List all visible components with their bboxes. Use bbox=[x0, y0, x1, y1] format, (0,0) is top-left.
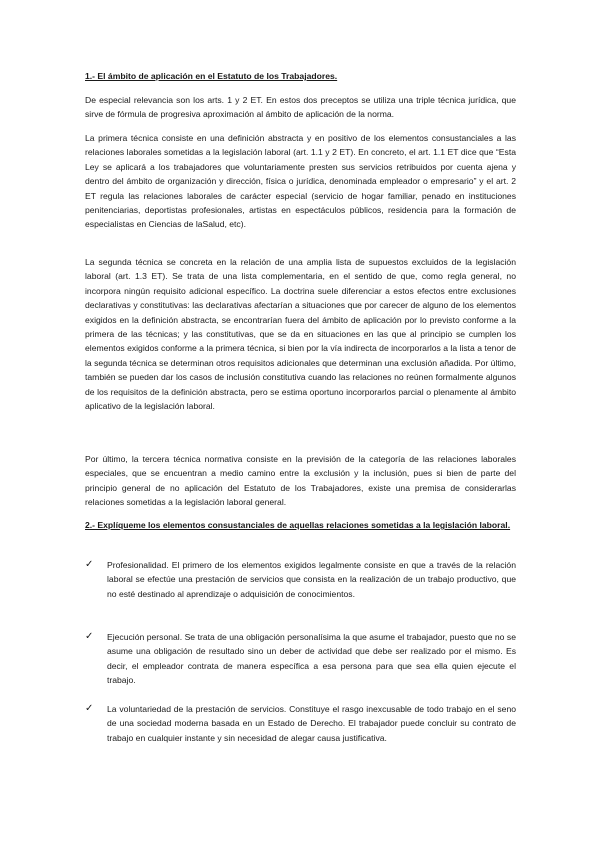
list-item-voluntariedad bbox=[85, 702, 516, 745]
section1-paragraph-2: La primera técnica consiste en una definición abstracta y en positivo de los elementos consustanciales a las relaciones laborales sometidas a la legislación laboral (art. 1.1 y 2 ET). En concreto, el art. 1.1 ET dice que “Esta Ley se aplicará a los trabajadores que voluntariamente presten sus servicios retribuidos por cuenta ajena y dentro del ámbito de organización y dirección, física o jurídica, denominada empleador o empresario” y el art. 2 ET regula las relaciones laborales de carácter especial (servicio de hogar familiar, penado en instituciones penitenciarias, deportistas profesionales, artistas en espectáculos públicos, residencia para la formación de especialistas en Ciencias de laSalud, etc). bbox=[85, 133, 516, 230]
section1-heading: 1.- El ámbito de aplicación en el Estatuto de los Trabajadores. bbox=[85, 71, 338, 81]
section2-heading: 2.- Explíqueme los elementos consustanciales de aquellas relaciones sometidas a la legislación laboral. bbox=[85, 520, 511, 530]
section1-paragraph-4: Por último, la tercera técnica normativa consiste en la previsión de la categoría de las relaciones laborales especiales, que se encuentran a medio camino entre la exclusión y la inclusión, pues si bien de parte del principio general de no aplicación del Estatuto de los Trabajadores, existe una premisa de considerarlas relaciones sometidas a la legislación laboral general. bbox=[85, 454, 516, 508]
checkmark-icon: ✓ bbox=[85, 703, 94, 714]
list-item-ejecucion-personal bbox=[85, 630, 516, 688]
list-item-profesionalidad bbox=[85, 558, 516, 601]
section1-paragraph-1: De especial relevancia son los arts. 1 y 2 ET. En estos dos preceptos se utiliza una triple técnica jurídica, que sirve de fórmula de progresiva aproximación al ámbito de aplicación de la norma. bbox=[85, 95, 516, 120]
list-item-text: La voluntariedad de la prestación de servicios. Constituye el rasgo inexcusable de todo trabajo en el seno de una sociedad moderna basada en un Estado de Derecho. El trabajador puede concluir su contrato de trabajo en cualquier instante y sin necesidad de alegar causa justificativa. bbox=[107, 704, 516, 743]
list-item-text: Ejecución personal. Se trata de una obligación personalísima la que asume el trabajador, puesto que no se asume una obligación de resultado sino un deber de actividad que debe ser realizado por el mismo. Es decir, el empleador contrata de manera específica a esa persona para que sea ella quien ejecute el trabajo. bbox=[107, 632, 516, 686]
list-item-text: Profesionalidad. El primero de los elementos exigidos legalmente consiste en que a través de la relación laboral se efectúe una prestación de servicios que consista en la realización de un trabajo productivo, que no esté destinado al aprendizaje o adquisición de conocimientos. bbox=[107, 560, 516, 599]
section1-paragraph-3: La segunda técnica se concreta en la relación de una amplia lista de supuestos excluidos de la legislación laboral (art. 1.3 ET). Se trata de una lista complementaria, en el sentido de que, como regla general, no incorpora ningún requisito adicional específico. La doctrina suele diferenciar a estos efectos entre exclusiones declarativas y constitutivas: las declarativas afectarían a situaciones que por carecer de alguno de los elementos exigidos en la definición abstracta, se encontrarían fuera del ámbito de aplicación por lo previsto conforme a la primera de las técnicas; y las constitutivas, que se da en situaciones en las que al principio se cumplen los elementos exigidos conforme a la primera técnica, si bien por la vía indirecta de incorporarlos a la lista a tenor de la segunda técnica se determinan otros requisitos adicionales que determinan una exclusión añadida. Por último, también se pueden dar los casos de inclusión constitutiva cuando las relaciones no reúnen formalmente algunos de los requisitos de la definición abstracta, pero se estima oportuno incorporarlos parcial o plenamente al ámbito aplicativo de la legislación laboral. bbox=[85, 257, 516, 412]
checkmark-icon: ✓ bbox=[85, 559, 94, 570]
checkmark-icon: ✓ bbox=[85, 631, 94, 642]
